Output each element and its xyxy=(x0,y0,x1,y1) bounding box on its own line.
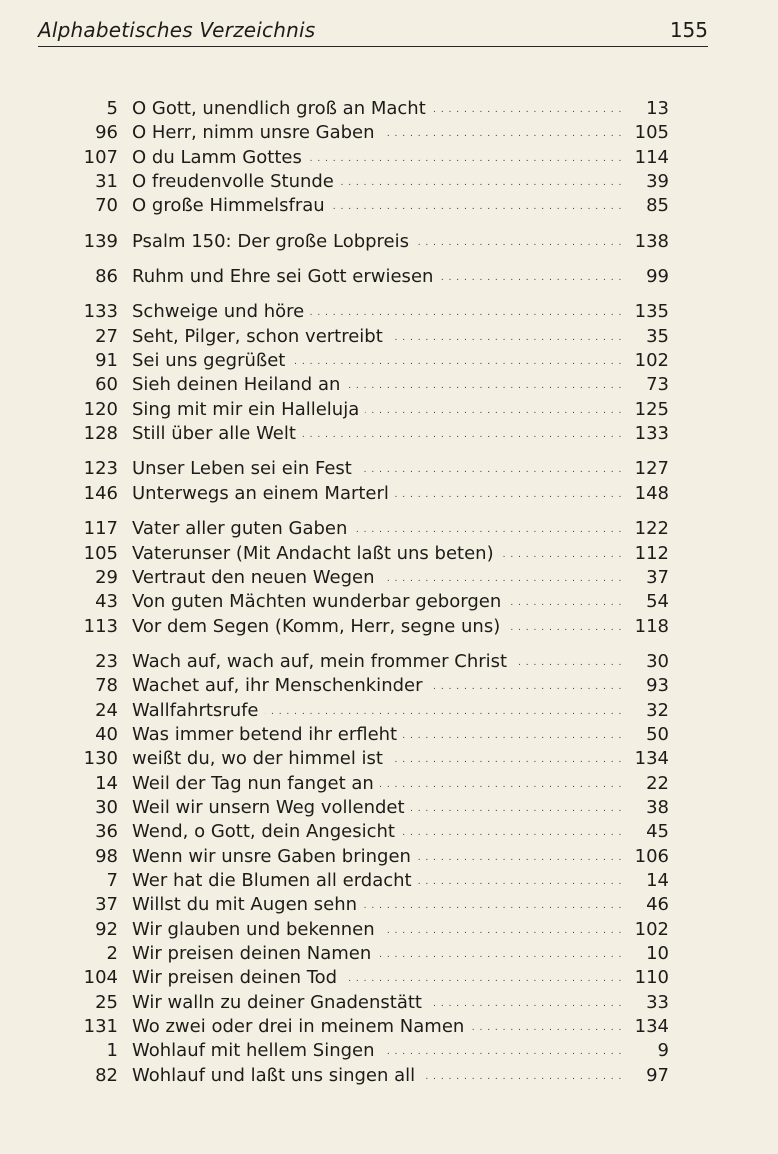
hymn-title xyxy=(132,650,621,674)
hymn-title-text: O Herr, nimm unsre Gaben xyxy=(132,122,381,143)
hymn-number: 70 xyxy=(95,195,118,217)
hymn-title-text: Wir glauben und bekennen xyxy=(132,919,381,940)
hymn-title xyxy=(132,820,621,844)
index-entry xyxy=(0,590,778,614)
hymn-title xyxy=(132,121,621,145)
index-entry xyxy=(0,97,778,121)
page-reference: 13 xyxy=(621,97,669,121)
hymn-title xyxy=(132,772,621,796)
index-entry xyxy=(0,966,778,990)
index-entry xyxy=(0,747,778,771)
hymn-title xyxy=(132,918,621,942)
hymn-number: 78 xyxy=(95,675,118,697)
hymn-number: 139 xyxy=(83,230,118,252)
index-group xyxy=(0,457,778,506)
hymn-title xyxy=(132,674,621,698)
index-entry xyxy=(0,723,778,747)
index-entry xyxy=(0,517,778,541)
page-reference: 93 xyxy=(621,674,669,698)
hymn-number: 146 xyxy=(83,482,118,504)
hymn-number: 7 xyxy=(106,869,118,891)
hymn-title xyxy=(132,325,621,349)
hymn-title-text: Wohlauf mit hellem Singen xyxy=(132,1040,381,1061)
hymn-number: 82 xyxy=(95,1064,118,1086)
page-reference: 114 xyxy=(621,146,669,170)
hymn-title xyxy=(132,893,621,917)
index-entry xyxy=(0,869,778,893)
hymn-number: 25 xyxy=(95,991,118,1013)
index-entry xyxy=(0,265,778,289)
page-reference: 106 xyxy=(621,845,669,869)
hymn-number: 37 xyxy=(95,894,118,916)
hymn-title xyxy=(132,991,621,1015)
hymn-title xyxy=(132,398,621,422)
hymn-title-text: Wachet auf, ihr Menschenkinder xyxy=(132,675,429,696)
index-entry xyxy=(0,194,778,218)
page-reference: 102 xyxy=(621,349,669,373)
hymn-title xyxy=(132,590,621,614)
hymn-title xyxy=(132,615,621,639)
index-entry xyxy=(0,942,778,966)
index-group xyxy=(0,230,778,254)
index-entry xyxy=(0,146,778,170)
hymn-number: 29 xyxy=(95,566,118,588)
index-entry xyxy=(0,796,778,820)
hymn-title xyxy=(132,482,621,506)
hymn-title-text: Vertraut den neuen Wegen xyxy=(132,567,381,588)
hymn-number: 117 xyxy=(83,518,118,540)
page-reference: 39 xyxy=(621,170,669,194)
index-entry xyxy=(0,170,778,194)
page-reference: 133 xyxy=(621,422,669,446)
page-reference: 134 xyxy=(621,1015,669,1039)
hymn-number: 130 xyxy=(83,748,118,770)
hymn-number: 2 xyxy=(106,943,118,964)
hymn-title xyxy=(132,194,621,218)
hymn-title-text: O große Himmelsfrau xyxy=(132,195,331,216)
hymn-title-text: Wir walln zu deiner Gnadenstätt xyxy=(132,992,428,1013)
index-entry xyxy=(0,772,778,796)
hymn-title-text: Wallfahrtsrufe xyxy=(132,700,265,721)
index-entry xyxy=(0,121,778,145)
index-entry xyxy=(0,1039,778,1063)
hymn-title xyxy=(132,265,621,289)
hymn-title-text: Vor dem Segen (Komm, Herr, segne uns) xyxy=(132,616,506,637)
hymn-title-text: Weil der Tag nun fanget an xyxy=(132,773,380,794)
page-reference: 54 xyxy=(621,590,669,614)
hymn-title xyxy=(132,146,621,170)
hymn-title-text: Was immer betend ihr erfleht xyxy=(132,724,403,745)
hymn-number: 36 xyxy=(95,821,118,843)
hymn-number: 131 xyxy=(83,1016,118,1038)
page-reference: 22 xyxy=(621,772,669,796)
index-entry xyxy=(0,699,778,723)
hymn-title-text: Vater aller guten Gaben xyxy=(132,518,353,539)
header-title: Alphabetisches Verzeichnis xyxy=(38,18,316,42)
hymn-title-text: Wir preisen deinen Namen xyxy=(132,943,377,964)
hymn-title-text: O Gott, unendlich groß an Macht xyxy=(132,98,432,119)
hymn-title xyxy=(132,457,621,481)
hymn-title-text: Sieh deinen Heiland an xyxy=(132,374,346,395)
hymn-title xyxy=(132,422,621,446)
hymn-title-text: Still über alle Welt xyxy=(132,423,302,444)
page-reference: 105 xyxy=(621,121,669,145)
index-entry xyxy=(0,230,778,254)
page-reference: 138 xyxy=(621,230,669,254)
hymn-title xyxy=(132,349,621,373)
page-reference: 127 xyxy=(621,457,669,481)
hymn-title-text: Wir preisen deinen Tod xyxy=(132,967,343,988)
page-reference: 38 xyxy=(621,796,669,820)
hymn-title-text: Willst du mit Augen sehn xyxy=(132,894,363,915)
index-entry xyxy=(0,422,778,446)
hymn-number: 24 xyxy=(95,699,118,721)
page-reference: 9 xyxy=(621,1039,669,1063)
hymn-title-text: Von guten Mächten wunderbar geborgen xyxy=(132,591,507,612)
hymn-number: 5 xyxy=(106,98,118,119)
hymn-title xyxy=(132,869,621,893)
hymn-title xyxy=(132,796,621,820)
page-reference: 102 xyxy=(621,918,669,942)
hymn-title-text: Seht, Pilger, schon vertreibt xyxy=(132,326,389,347)
page-reference: 37 xyxy=(621,566,669,590)
hymn-number: 96 xyxy=(95,122,118,144)
hymn-title-text: Wach auf, wach auf, mein frommer Christ xyxy=(132,651,513,672)
index-entry xyxy=(0,349,778,373)
running-header xyxy=(38,16,708,47)
index-entry xyxy=(0,820,778,844)
page-reference: 118 xyxy=(621,615,669,639)
hymn-title-text: Psalm 150: Der große Lobpreis xyxy=(132,231,415,252)
page-reference: 97 xyxy=(621,1064,669,1088)
page-reference: 32 xyxy=(621,699,669,723)
index-entry xyxy=(0,325,778,349)
hymn-title-text: O du Lamm Gottes xyxy=(132,147,308,168)
page-reference: 110 xyxy=(621,966,669,990)
hymn-title-text: Sing mit mir ein Halleluja xyxy=(132,399,365,420)
hymn-number: 31 xyxy=(95,171,118,193)
index-entry xyxy=(0,542,778,566)
hymn-number: 60 xyxy=(95,374,118,396)
hymn-title xyxy=(132,699,621,723)
page-reference: 30 xyxy=(621,650,669,674)
page-reference: 99 xyxy=(621,265,669,289)
hymn-title xyxy=(132,566,621,590)
hymn-number: 113 xyxy=(83,615,118,637)
header-page-number: 155 xyxy=(669,18,708,42)
hymn-title-text: Unser Leben sei ein Fest xyxy=(132,458,358,479)
index-entry xyxy=(0,1015,778,1039)
hymn-number: 107 xyxy=(83,146,118,168)
page-reference: 45 xyxy=(621,820,669,844)
index-entry xyxy=(0,398,778,422)
hymn-title xyxy=(132,1039,621,1063)
hymn-number: 123 xyxy=(83,458,118,480)
page-reference: 33 xyxy=(621,991,669,1015)
page-reference: 73 xyxy=(621,373,669,397)
index-group xyxy=(0,300,778,446)
hymn-number: 92 xyxy=(95,918,118,940)
hymn-title xyxy=(132,542,621,566)
index-entry xyxy=(0,991,778,1015)
hymn-title-text: Sei uns gegrüßet xyxy=(132,350,291,371)
hymn-title-text: Wo zwei oder drei in meinem Namen xyxy=(132,1016,470,1037)
hymn-title-text: Wer hat die Blumen all erdacht xyxy=(132,870,418,891)
hymn-title xyxy=(132,942,621,966)
hymn-number: 86 xyxy=(95,266,118,288)
index-group xyxy=(0,265,778,289)
hymn-number: 1 xyxy=(106,1040,118,1062)
index-list xyxy=(0,97,778,1099)
hymn-number: 43 xyxy=(95,591,118,613)
page-reference: 85 xyxy=(621,194,669,218)
hymn-title xyxy=(132,517,621,541)
hymn-title xyxy=(132,230,621,254)
index-group xyxy=(0,650,778,1088)
hymn-title xyxy=(132,1015,621,1039)
hymn-title-text: Schweige und höre xyxy=(132,301,310,322)
hymn-title xyxy=(132,966,621,990)
page-reference: 122 xyxy=(621,517,669,541)
index-entry xyxy=(0,918,778,942)
hymn-number: 128 xyxy=(83,423,118,445)
hymn-title xyxy=(132,845,621,869)
index-group xyxy=(0,517,778,639)
index-entry xyxy=(0,893,778,917)
hymn-number: 98 xyxy=(95,845,118,867)
hymn-title xyxy=(132,170,621,194)
hymn-title xyxy=(132,1064,621,1088)
page-reference: 46 xyxy=(621,893,669,917)
hymn-title-text: Weil wir unsern Weg vollendet xyxy=(132,797,411,818)
hymn-number: 23 xyxy=(95,650,118,672)
index-entry xyxy=(0,845,778,869)
index-entry xyxy=(0,373,778,397)
hymn-title-text: Ruhm und Ehre sei Gott erwiesen xyxy=(132,266,439,287)
page-reference: 50 xyxy=(621,723,669,747)
page-reference: 10 xyxy=(621,942,669,966)
hymn-number: 27 xyxy=(95,325,118,347)
hymn-title xyxy=(132,97,621,121)
hymn-number: 104 xyxy=(83,967,118,989)
index-entry xyxy=(0,674,778,698)
page-reference: 135 xyxy=(621,300,669,324)
page-reference: 134 xyxy=(621,747,669,771)
index-group xyxy=(0,97,778,219)
hymn-title-text: Unterwegs an einem Marterl xyxy=(132,483,395,504)
hymn-number: 40 xyxy=(95,723,118,745)
hymn-number: 120 xyxy=(83,398,118,420)
index-entry xyxy=(0,615,778,639)
hymn-title-text: Wend, o Gott, dein Angesicht xyxy=(132,821,401,842)
hymn-title xyxy=(132,300,621,324)
page-reference: 112 xyxy=(621,542,669,566)
hymn-number: 133 xyxy=(83,301,118,323)
hymn-title xyxy=(132,373,621,397)
hymn-number: 14 xyxy=(95,772,118,794)
hymn-title xyxy=(132,723,621,747)
hymn-number: 30 xyxy=(95,796,118,818)
hymn-title-text: Vaterunser (Mit Andacht laßt uns beten) xyxy=(132,543,500,564)
hymn-title-text: Wohlauf und laßt uns singen all xyxy=(132,1065,421,1086)
hymn-title-text: Wenn wir unsre Gaben bringen xyxy=(132,846,417,867)
index-entry xyxy=(0,482,778,506)
index-entry xyxy=(0,1064,778,1088)
index-entry xyxy=(0,457,778,481)
hymn-title xyxy=(132,747,621,771)
hymn-number: 105 xyxy=(83,542,118,564)
page-reference: 148 xyxy=(621,482,669,506)
index-entry xyxy=(0,566,778,590)
hymn-title-text: O freudenvolle Stunde xyxy=(132,171,340,192)
page-reference: 125 xyxy=(621,398,669,422)
page-reference: 35 xyxy=(621,325,669,349)
page-reference: 14 xyxy=(621,869,669,893)
hymn-title-text: weißt du, wo der himmel ist xyxy=(132,748,389,769)
hymn-number: 91 xyxy=(95,350,118,372)
index-entry xyxy=(0,650,778,674)
index-entry xyxy=(0,300,778,324)
